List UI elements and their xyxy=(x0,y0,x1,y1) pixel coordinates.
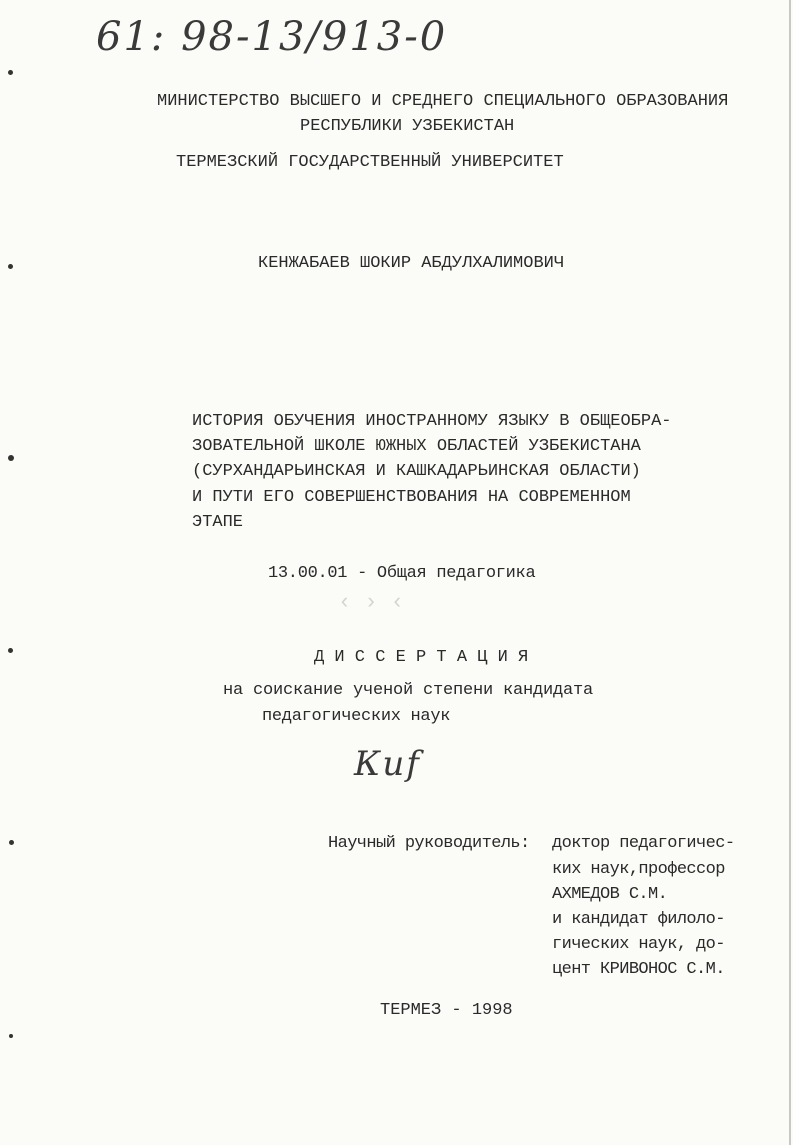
degree-line-2: педагогических наук xyxy=(262,707,451,726)
author-name: КЕНЖАБАЕВ ШОКИР АБДУЛХАЛИМОВИЧ xyxy=(258,254,565,273)
binding-hole-1 xyxy=(8,70,13,75)
bleed-through-mark: ‹ › ‹ xyxy=(338,590,405,615)
scan-edge xyxy=(789,0,791,1145)
supervisor-line-1: доктор педагогичес- xyxy=(552,834,735,853)
signature: Киf xyxy=(354,744,421,784)
supervisor-line-5: гических наук, до- xyxy=(552,935,725,954)
title-line-3: (СУРХАНДАРЬИНСКАЯ И КАШКАДАРЬИНСКАЯ ОБЛАСТИ) xyxy=(192,462,641,481)
title-line-5: ЭТАПЕ xyxy=(192,513,244,532)
university-name: ТЕРМЕЗСКИЙ ГОСУДАРСТВЕННЫЙ УНИВЕРСИТЕТ xyxy=(176,153,564,172)
title-line-1: ИСТОРИЯ ОБУЧЕНИЯ ИНОСТРАННОМУ ЯЗЫКУ В ОБЩЕОБРА- xyxy=(192,412,672,431)
ministry-line-2: РЕСПУБЛИКИ УЗБЕКИСТАН xyxy=(300,117,515,136)
binding-hole-4 xyxy=(8,648,13,653)
supervisor-line-3: АХМЕДОВ С.М. xyxy=(552,885,668,904)
binding-hole-3 xyxy=(8,455,14,461)
degree-line-1: на соискание ученой степени кандидата xyxy=(223,681,594,700)
specialty-code: 13.00.01 - Общая педагогика xyxy=(268,564,536,583)
binding-hole-6 xyxy=(9,1034,13,1038)
supervisor-line-2: ких наук,профессор xyxy=(552,860,725,879)
binding-hole-2 xyxy=(8,264,13,269)
supervisor-line-6: цент КРИВОНОС С.М. xyxy=(552,960,725,979)
supervisor-line-4: и кандидат филоло- xyxy=(552,910,725,929)
title-line-4: И ПУТИ ЕГО СОВЕРШЕНСТВОВАНИЯ НА СОВРЕМЕННОМ xyxy=(192,488,631,507)
city-year: ТЕРМЕЗ - 1998 xyxy=(380,1001,513,1020)
ministry-line-1: МИНИСТЕРСТВО ВЫСШЕГО И СРЕДНЕГО СПЕЦИАЛЬНОГО ОБРАЗОВАНИЯ xyxy=(157,92,729,111)
document-type: Д И С С Е Р Т А Ц И Я xyxy=(314,648,529,667)
binding-hole-5 xyxy=(9,840,14,845)
archive-number: 61: 98-13/913-0 xyxy=(96,14,448,60)
supervisor-label: Научный руководитель: xyxy=(328,834,530,853)
title-line-2: ЗОВАТЕЛЬНОЙ ШКОЛЕ ЮЖНЫХ ОБЛАСТЕЙ УЗБЕКИСТАНА xyxy=(192,437,641,456)
